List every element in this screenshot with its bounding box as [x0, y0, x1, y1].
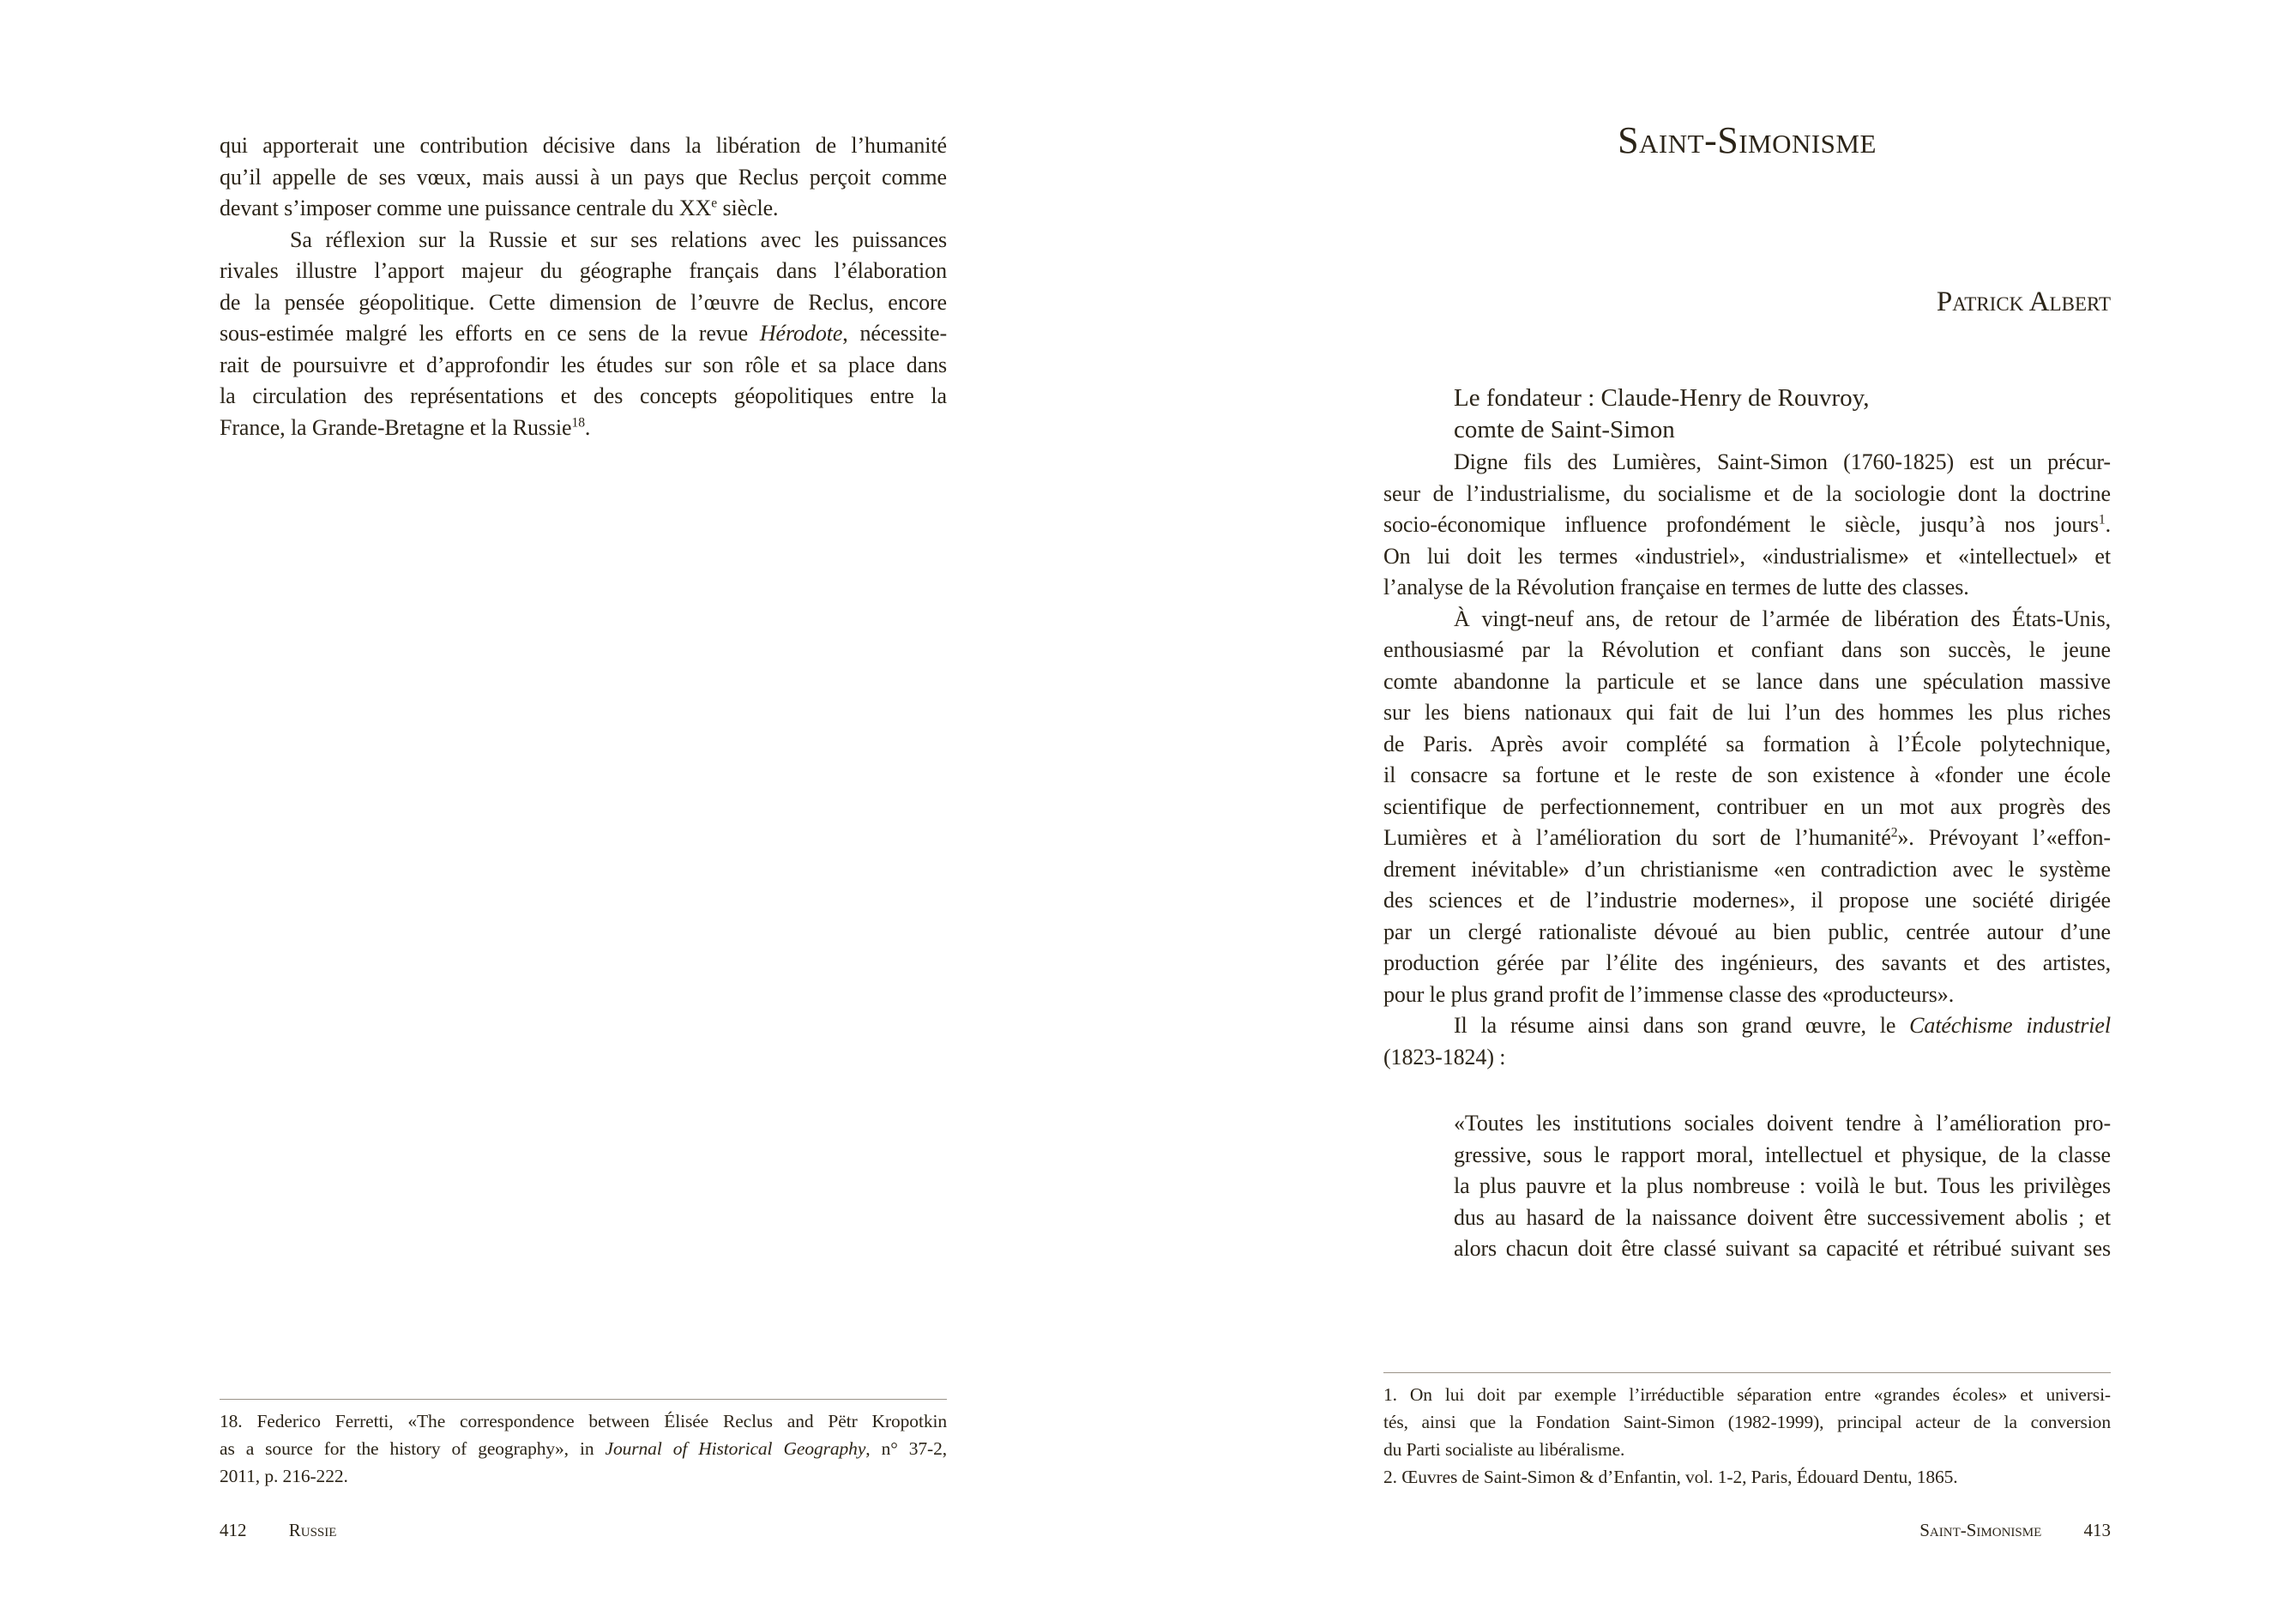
text-run: la plus pauvre et la plus nombreuse : voilà le but. Tous les privilèges: [1454, 1173, 2111, 1198]
text-line: [1383, 823, 2111, 854]
text-run: .: [2105, 512, 2111, 537]
left-footer: [220, 1520, 336, 1541]
text-run: 2. Œuvres de Saint-Simon & d’Enfantin, vol. 1-2, Paris, Édouard Dentu, 1865.: [1383, 1467, 1958, 1487]
text-run: France, la Grande-Bretagne et la Russie: [220, 414, 572, 440]
text-run: par un clergé rationaliste dévoué au bien public, centrée autour d’une: [1383, 919, 2111, 944]
text-line: [1383, 604, 2111, 636]
italic-text: Hérodote: [759, 321, 843, 346]
text-run: as a source for the history of geography», in: [220, 1438, 606, 1459]
text-run: Il la résume ainsi dans son grand œuvre, le: [1454, 1013, 1910, 1038]
text-line: [1383, 697, 2111, 729]
right-footnote-rule: [1383, 1372, 2111, 1373]
text-line: [1383, 666, 2111, 698]
text-line: [1383, 792, 2111, 823]
text-run: , nécessite-: [842, 321, 947, 346]
right-page-number: 413: [2083, 1520, 2111, 1540]
text-line: [1383, 948, 2111, 979]
text-run: devant s’imposer comme une puissance centrale du XX: [220, 196, 712, 220]
text-line: [1383, 447, 2111, 479]
text-line: [1383, 917, 2111, 949]
text-run: seur de l’industrialisme, du socialisme et de la sociologie dont la doctrine: [1383, 480, 2111, 506]
italic-text: Catéchisme industriel: [1909, 1013, 2111, 1038]
text-run: rait de poursuivre et d’approfondir les études sur son rôle et sa place dans: [220, 352, 947, 377]
text-run: alors chacun doit être classé suivant sa capacité et rétribué suivant ses: [1454, 1236, 2111, 1261]
text-run: 18. Federico Ferretti, «The correspondence between Élisée Reclus and Pëtr Kropotkin: [220, 1411, 947, 1431]
left-running-head: Russie: [288, 1520, 337, 1540]
text-line: [220, 225, 947, 256]
text-run: tés, ainsi que la Fondation Saint-Simon (1982-1999), principal acteur de la conversion: [1383, 1412, 2111, 1432]
text-run: , n° 37-2,: [865, 1438, 948, 1459]
text-run: «Toutes les institutions sociales doivent tendre à l’amélioration pro-: [1454, 1111, 2111, 1136]
text-run: production gérée par l’élite des ingénieurs, des savants et des artistes,: [1383, 950, 2111, 975]
footnote-ref: 18: [571, 415, 585, 431]
left-body-text: [220, 130, 947, 443]
text-run: ». Prévoyant l’«effon-: [1897, 825, 2111, 850]
text-line: [1454, 1108, 2111, 1140]
text-run: qu’il appelle de ses vœux, mais aussi à un pays que Reclus perçoit comme: [220, 164, 947, 190]
text-run: Digne fils des Lumières, Saint-Simon (1760-1825) est un précur-: [1454, 449, 2111, 474]
section-heading-line-1: Le fondateur : Claude-Henry de Rouvroy,: [1454, 384, 1870, 412]
text-line: [220, 1462, 947, 1490]
right-body-text: [1383, 447, 2111, 1073]
chapter-title: Saint-Simonisme: [1618, 119, 1877, 161]
text-run: .: [584, 414, 591, 440]
text-run: (1823-1824) :: [1383, 1044, 1506, 1070]
text-line: [220, 256, 947, 287]
text-run: siècle.: [717, 196, 779, 220]
text-run: On lui doit les termes «industriel», «industrialisme» et «intellectuel» et: [1383, 543, 2111, 569]
text-line: [1383, 635, 2111, 666]
text-line: [220, 162, 947, 194]
text-line: [1383, 1463, 2111, 1491]
text-run: rivales illustre l’apport majeur du géographe français dans l’élaboration: [220, 258, 947, 283]
chapter-author: Patrick Albert: [1936, 286, 2111, 317]
text-line: [1383, 1381, 2111, 1408]
text-run: gressive, sous le rapport moral, intellectuel et physique, de la classe: [1454, 1142, 2111, 1167]
text-line: [1383, 572, 2111, 604]
text-run: enthousiasmé par la Révolution et confiant dans son succès, le jeune: [1383, 637, 2111, 662]
text-run: Lumières et à l’amélioration du sort de l’humanité: [1383, 825, 1891, 850]
text-run: il consacre sa fortune et le reste de son existence à «fonder une école: [1383, 762, 2111, 787]
text-line: [220, 287, 947, 319]
italic-text: Journal of Historical Geography: [605, 1438, 866, 1459]
text-line: [1383, 885, 2111, 917]
right-footer: [1919, 1520, 2111, 1541]
text-run: de la pensée géopolitique. Cette dimension de l’œuvre de Reclus, encore: [220, 289, 947, 315]
text-line: [1383, 854, 2111, 886]
text-line: [220, 1407, 947, 1435]
right-running-head: Saint-Simonisme: [1919, 1520, 2042, 1540]
section-heading: [1454, 383, 1870, 446]
left-page-number: 412: [220, 1520, 247, 1540]
text-line: [220, 381, 947, 413]
text-run: 1. On lui doit par exemple l’irréductible séparation entre «grandes écoles» et universi-: [1383, 1384, 2111, 1405]
text-line: [220, 413, 947, 444]
text-run: comte abandonne la particule et se lance dans une spéculation massive: [1383, 668, 2111, 694]
text-line: [1383, 729, 2111, 761]
text-run: À vingt-neuf ans, de retour de l’armée de libération des États-Unis,: [1454, 606, 2111, 631]
text-line: [1454, 1202, 2111, 1234]
text-line: [220, 350, 947, 382]
text-run: des sciences et de l’industrie modernes», il propose une société dirigée: [1383, 888, 2111, 913]
text-line: [1383, 1042, 2111, 1074]
text-line: [220, 1435, 947, 1462]
text-run: pour le plus grand profit de l’immense classe des «producteurs».: [1383, 981, 1955, 1007]
text-line: [1454, 1140, 2111, 1172]
text-run: sous-estimée malgré les efforts en ce sens de la revue: [220, 321, 760, 346]
text-line: [1383, 541, 2111, 573]
text-run: 2011, p. 216-222.: [220, 1466, 348, 1486]
text-line: [220, 318, 947, 350]
right-footnotes: [1383, 1381, 2111, 1491]
text-run: Sa réflexion sur la Russie et sur ses relations avec les puissances: [290, 226, 947, 252]
text-run: la circulation des représentations et des concepts géopolitiques entre la: [220, 383, 947, 408]
text-line: [1383, 1436, 2111, 1463]
text-line: [220, 130, 947, 162]
footnote-ref: 1: [2098, 512, 2106, 527]
text-run: drement inévitable» d’un christianisme «en contradiction avec le système: [1383, 856, 2111, 882]
text-line: [1454, 1171, 2111, 1202]
text-line: [1383, 979, 2111, 1011]
left-footnotes: [220, 1407, 947, 1490]
text-line: [1383, 760, 2111, 792]
text-run: de Paris. Après avoir complété sa formation à l’École polytechnique,: [1383, 731, 2111, 756]
left-footnote-rule: [220, 1399, 947, 1400]
text-run: qui apporterait une contribution décisive dans la libération de l’humanité: [220, 133, 947, 158]
text-line: [1454, 1233, 2111, 1265]
text-run: dus au hasard de la naissance doivent être successivement abolis ; et: [1454, 1204, 2111, 1230]
footnote-ref: 2: [1890, 825, 1898, 841]
text-line: [1383, 479, 2111, 510]
text-line: [220, 193, 947, 225]
text-run: socio-économique influence profondément le siècle, jusqu’à nos jours: [1383, 512, 2099, 537]
footnote-ref: e: [711, 196, 718, 211]
block-quote: [1454, 1108, 2111, 1265]
text-run: scientifique de perfectionnement, contribuer en un mot aux progrès des: [1383, 793, 2111, 819]
text-line: [1383, 1010, 2111, 1042]
text-run: du Parti socialiste au libéralisme.: [1383, 1439, 1625, 1460]
text-run: sur les biens nationaux qui fait de lui l’un des hommes les plus riches: [1383, 700, 2111, 725]
text-run: l’analyse de la Révolution française en termes de lutte des classes.: [1383, 575, 1969, 600]
text-line: [1383, 509, 2111, 541]
text-line: [1383, 1408, 2111, 1436]
section-heading-line-2: comte de Saint-Simon: [1454, 416, 1675, 443]
